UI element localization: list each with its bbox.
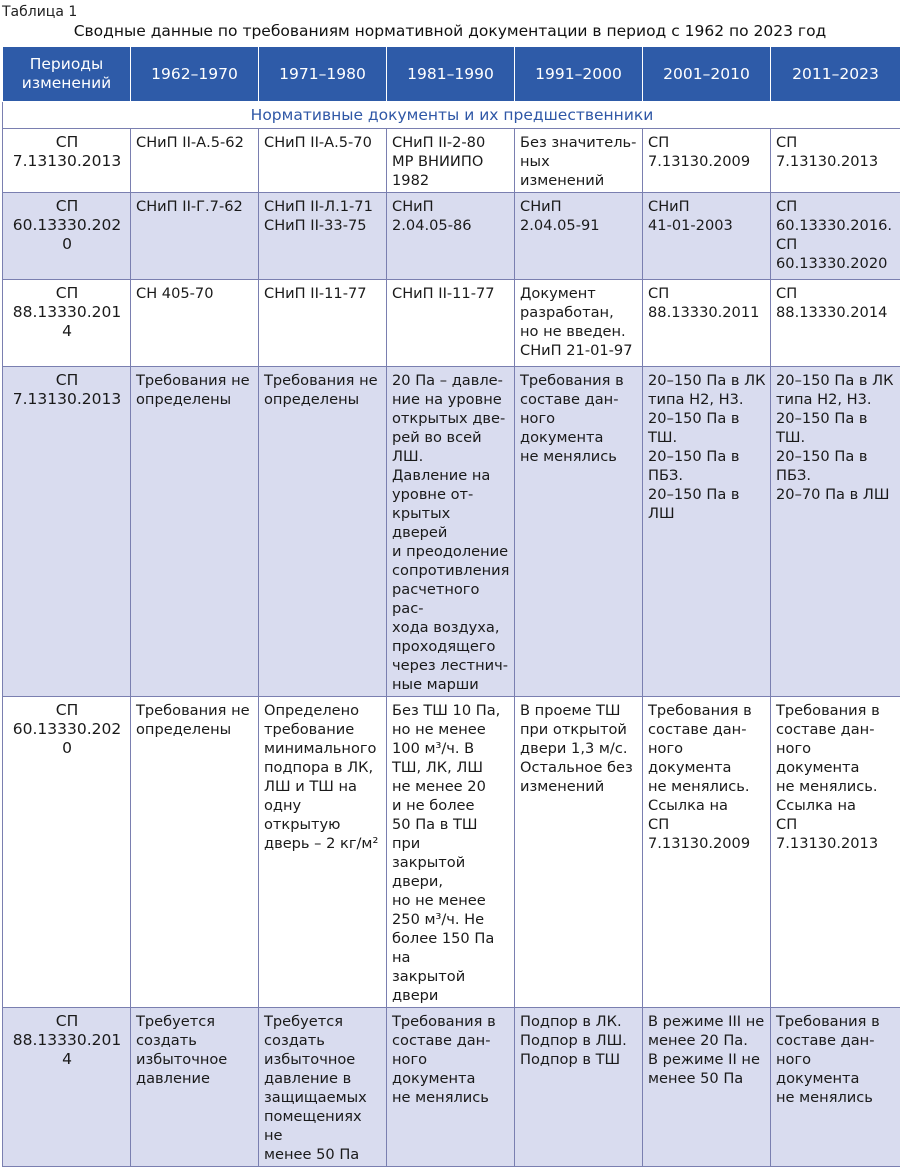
table-cell: СП 88.13330.2014 [771,280,900,367]
table-cell: Требования в составе дан- ного документа не менялись [515,367,643,697]
requirements-table [2,46,900,1167]
table-row [3,1008,900,1167]
table-cell: Без значитель- ных изменений [515,129,643,193]
table-row [3,129,900,193]
table-cell: Требуется создать избыточное давление [131,1008,259,1167]
table-title: Сводные данные по требованиям нормативной документации в период с 1962 по 2023 год [0,22,900,40]
header-row [3,47,900,102]
table-cell: СНиП 41-01-2003 [643,193,771,280]
table-cell: Без ТШ 10 Па, но не менее 100 м³/ч. В ТШ, ЛК, ЛШ не менее 20 и не более 50 Па в ТШ при закрытой двери, но не менее 250 м³/ч. Не более 150 Па на закрытой двери [387,697,515,1008]
table-cell: СНиП II-2-80 МР ВНИИПО 1982 [387,129,515,193]
table-cell: Требования в составе дан- ного документа не менялись [387,1008,515,1167]
column-header-2001-2010: 2001–2010 [643,47,771,102]
table-cell: СНиП 2.04.05-86 [387,193,515,280]
row-header: СП 88.13330.2014 [3,280,131,367]
table-label: Таблица 1 [2,4,77,20]
table-cell: Подпор в ЛК. Подпор в ЛШ. Подпор в ТШ [515,1008,643,1167]
table-cell: В режиме III не менее 20 Па. В режиме II не менее 50 Па [643,1008,771,1167]
table-row [3,697,900,1008]
table-cell: СП 60.13330.2016. СП 60.13330.2020 [771,193,900,280]
column-header-periods: Периоды изменений [3,47,131,102]
row-header: СП 7.13130.2013 [3,129,131,193]
table-cell: СНиП II-А.5-70 [259,129,387,193]
table-cell: СНиП II-11-77 [259,280,387,367]
table-cell: СНиП II-А.5-62 [131,129,259,193]
table-cell: СП 7.13130.2009 [643,129,771,193]
row-header: СП 60.13330.2020 [3,697,131,1008]
table-cell: 20–150 Па в ЛК типа Н2, Н3. 20–150 Па в ТШ. 20–150 Па в ПБЗ. 20–70 Па в ЛШ [771,367,900,697]
row-header: СП 60.13330.2020 [3,193,131,280]
table-cell: Документ разработан, но не введен. СНиП 21-01-97 [515,280,643,367]
table-cell: Требования в составе дан- ного документа не менялись. Ссылка на СП 7.13130.2009 [643,697,771,1008]
table-cell: СНиП II-11-77 [387,280,515,367]
table-cell: Требования не определены [131,697,259,1008]
table-cell: СП 88.13330.2011 [643,280,771,367]
section-row [3,102,900,129]
table-row [3,280,900,367]
table-cell: СНиП II-Л.1-71 СНиП II-33-75 [259,193,387,280]
table-cell: В проеме ТШ при открытой двери 1,3 м/с. Остальное без изменений [515,697,643,1008]
table-cell: Требования в составе дан- ного документа не менялись. Ссылка на СП 7.13130.2013 [771,697,900,1008]
section-title: Нормативные документы и их предшественники [3,102,900,129]
column-header-2011-2023: 2011–2023 [771,47,900,102]
table-row [3,193,900,280]
table-cell: Требования не определены [131,367,259,697]
table-cell: СП 7.13130.2013 [771,129,900,193]
table-cell: СНиП II-Г.7-62 [131,193,259,280]
table-cell: СНиП 2.04.05-91 [515,193,643,280]
column-header-1991-2000: 1991–2000 [515,47,643,102]
column-header-1962-1970: 1962–1970 [131,47,259,102]
table-cell: Требования в составе дан- ного документа не менялись [771,1008,900,1167]
row-header: СП 7.13130.2013 [3,367,131,697]
table-cell: 20 Па – давле- ние на уровне открытых две- рей во всей ЛШ. Давление на уровне от- крытых дверей и преодоление сопротивления расчетного рас- хода воздуха, проходящего через лестнич- ные марши [387,367,515,697]
column-header-1981-1990: 1981–1990 [387,47,515,102]
table-cell: Определено требование минимального подпора в ЛК, ЛШ и ТШ на одну открытую дверь – 2 кг/м² [259,697,387,1008]
table-cell: Требуется создать избыточное давление в защищаемых помещениях не менее 50 Па [259,1008,387,1167]
table-cell: Требования не определены [259,367,387,697]
table-cell: СН 405-70 [131,280,259,367]
column-header-1971-1980: 1971–1980 [259,47,387,102]
table-row [3,367,900,697]
table-cell: 20–150 Па в ЛК типа Н2, Н3. 20–150 Па в ТШ. 20–150 Па в ПБЗ. 20–150 Па в ЛШ [643,367,771,697]
row-header: СП 88.13330.2014 [3,1008,131,1167]
